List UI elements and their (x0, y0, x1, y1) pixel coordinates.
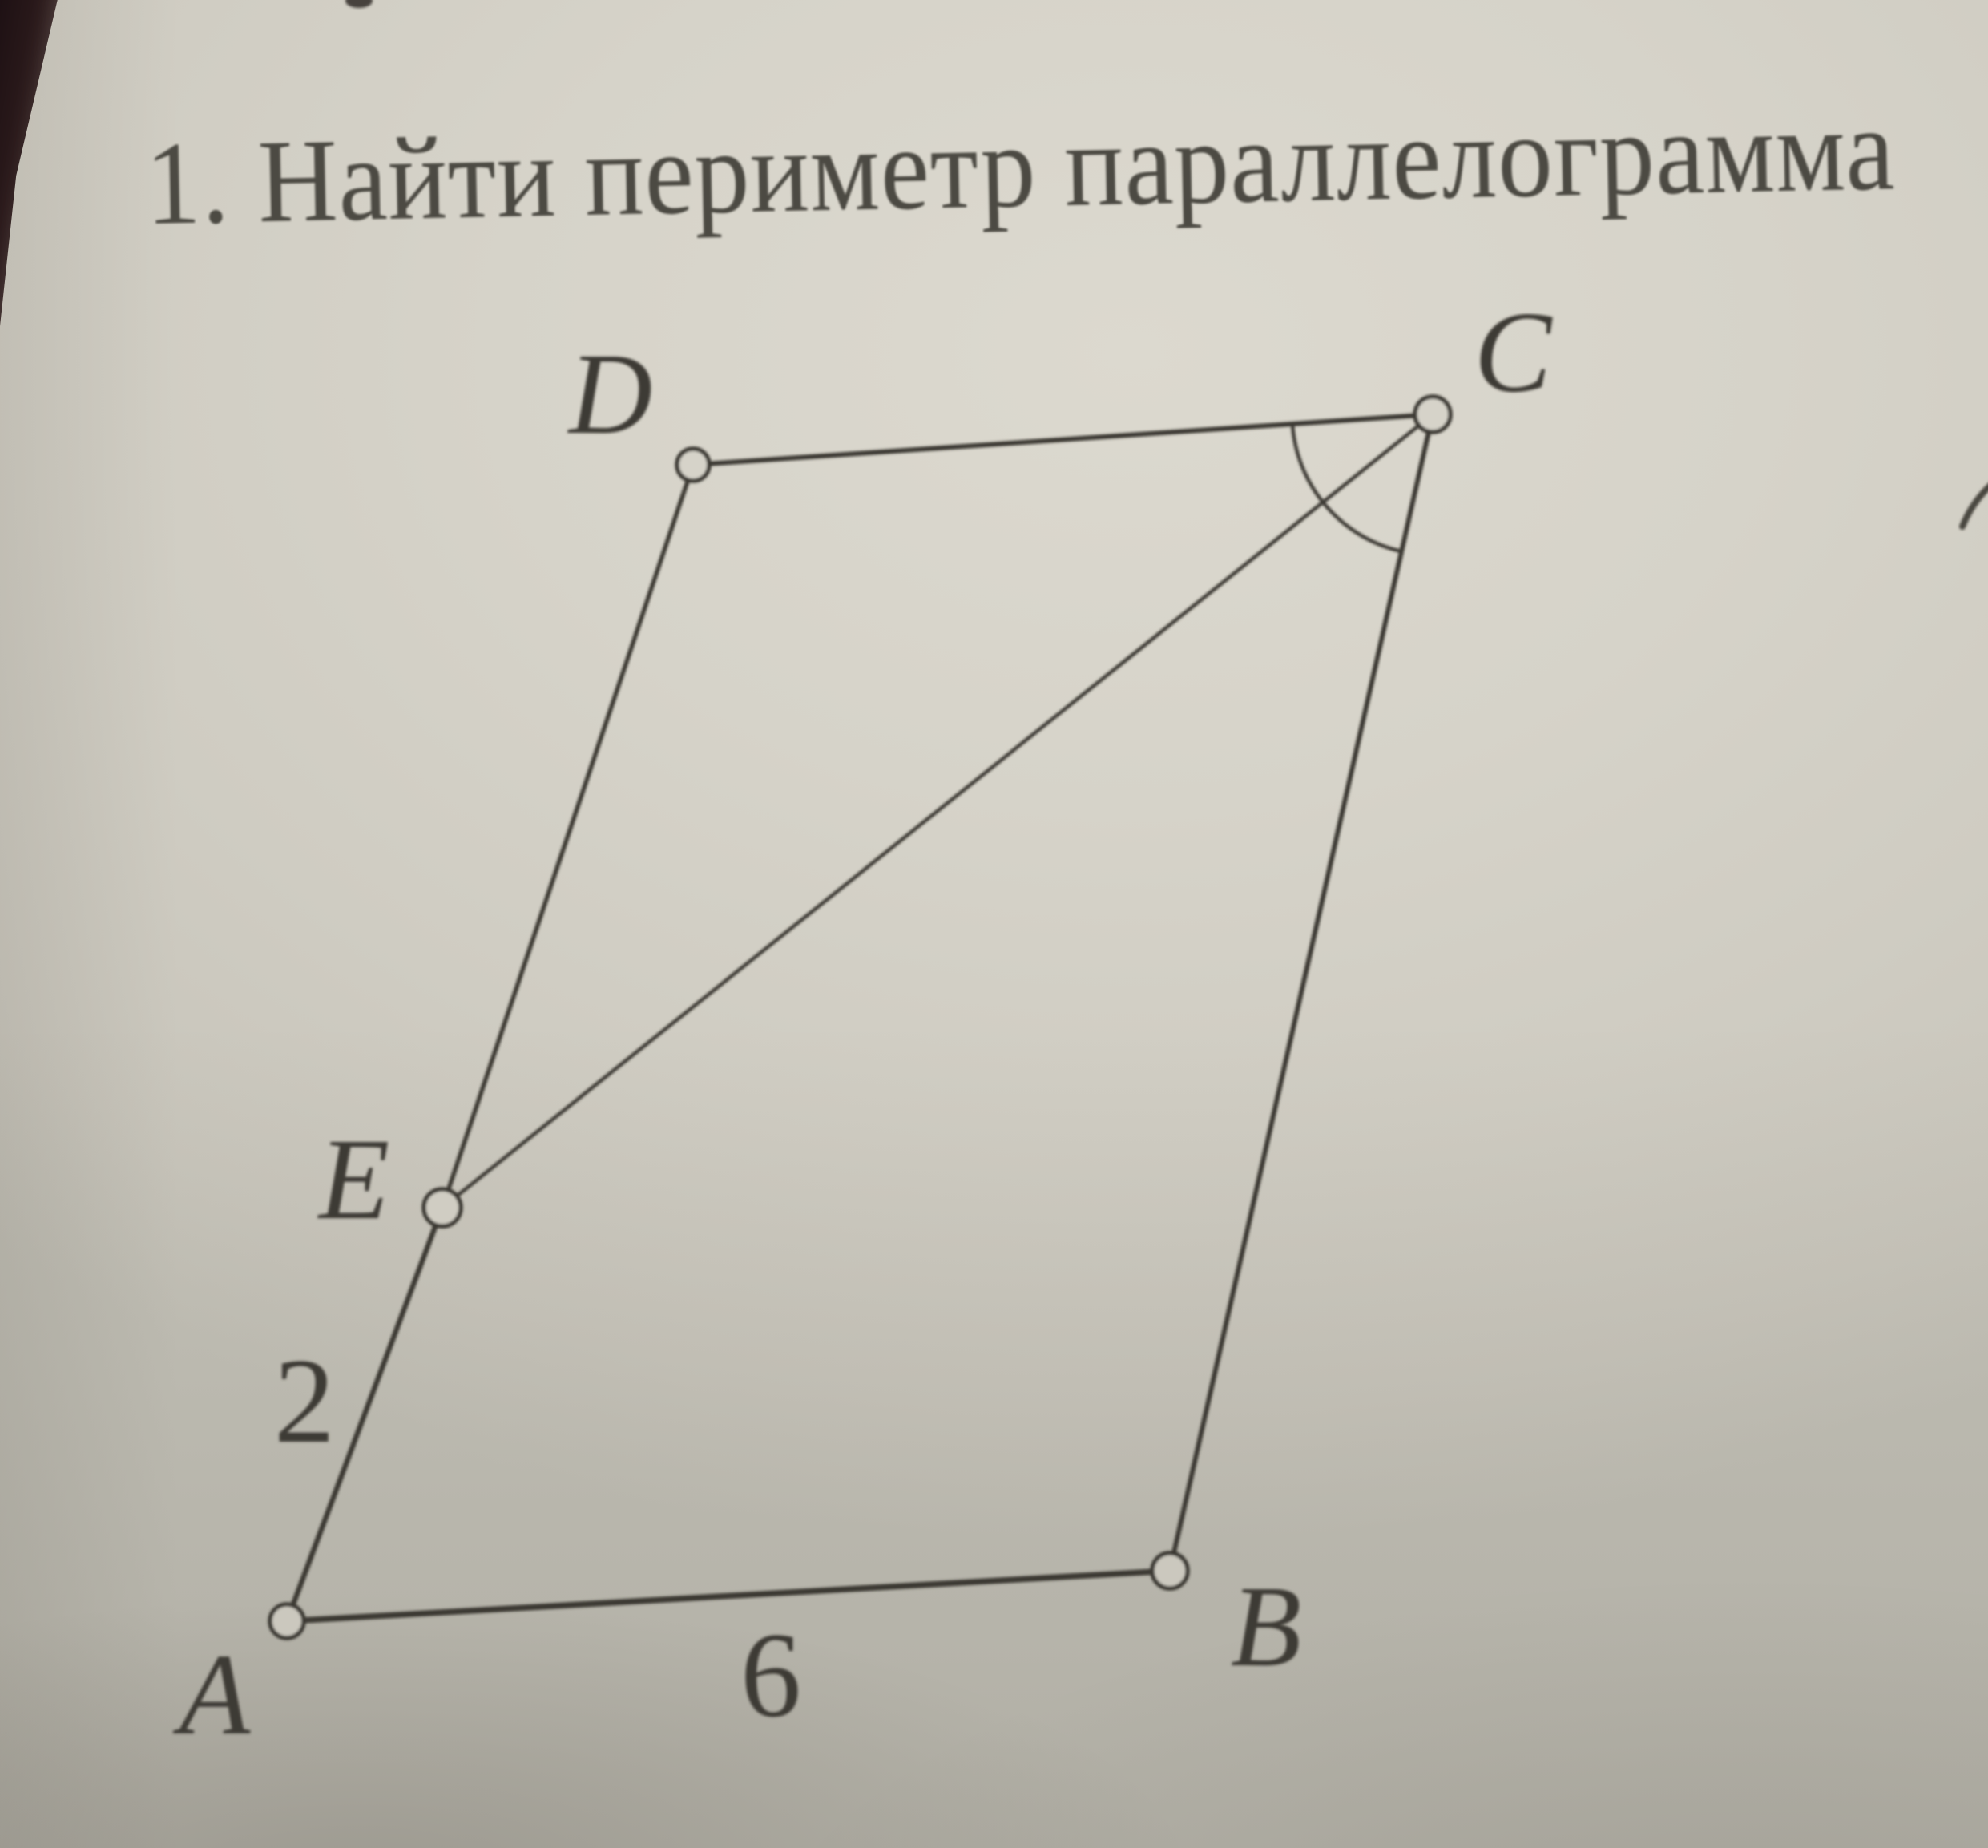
vertex-label-d: D (568, 330, 653, 458)
side-ed (442, 465, 693, 1208)
vertex-point-d (677, 449, 709, 481)
vertex-point-b (1152, 1553, 1188, 1588)
length-label-ae: 2 (274, 1334, 335, 1468)
angle-arc-c (1292, 424, 1401, 551)
vertex-point-a (270, 1604, 304, 1638)
length-label-ab: 6 (740, 1608, 801, 1742)
edge-mark-top (345, 0, 373, 8)
bisector-ec (442, 414, 1433, 1208)
vertex-point-e (424, 1189, 461, 1226)
side-bc (1170, 414, 1433, 1571)
vertex-point-c (1415, 397, 1450, 432)
problem-title: 1. Найти периметр параллелограмма (143, 83, 1897, 250)
vertex-label-c: C (1474, 288, 1552, 417)
vertex-label-e: E (318, 1116, 390, 1244)
vertex-label-b: B (1230, 1563, 1302, 1691)
vertex-label-a: A (179, 1631, 251, 1759)
edge-mark-right (1962, 483, 1988, 527)
side-cd (693, 414, 1433, 465)
side-ab (287, 1571, 1170, 1621)
